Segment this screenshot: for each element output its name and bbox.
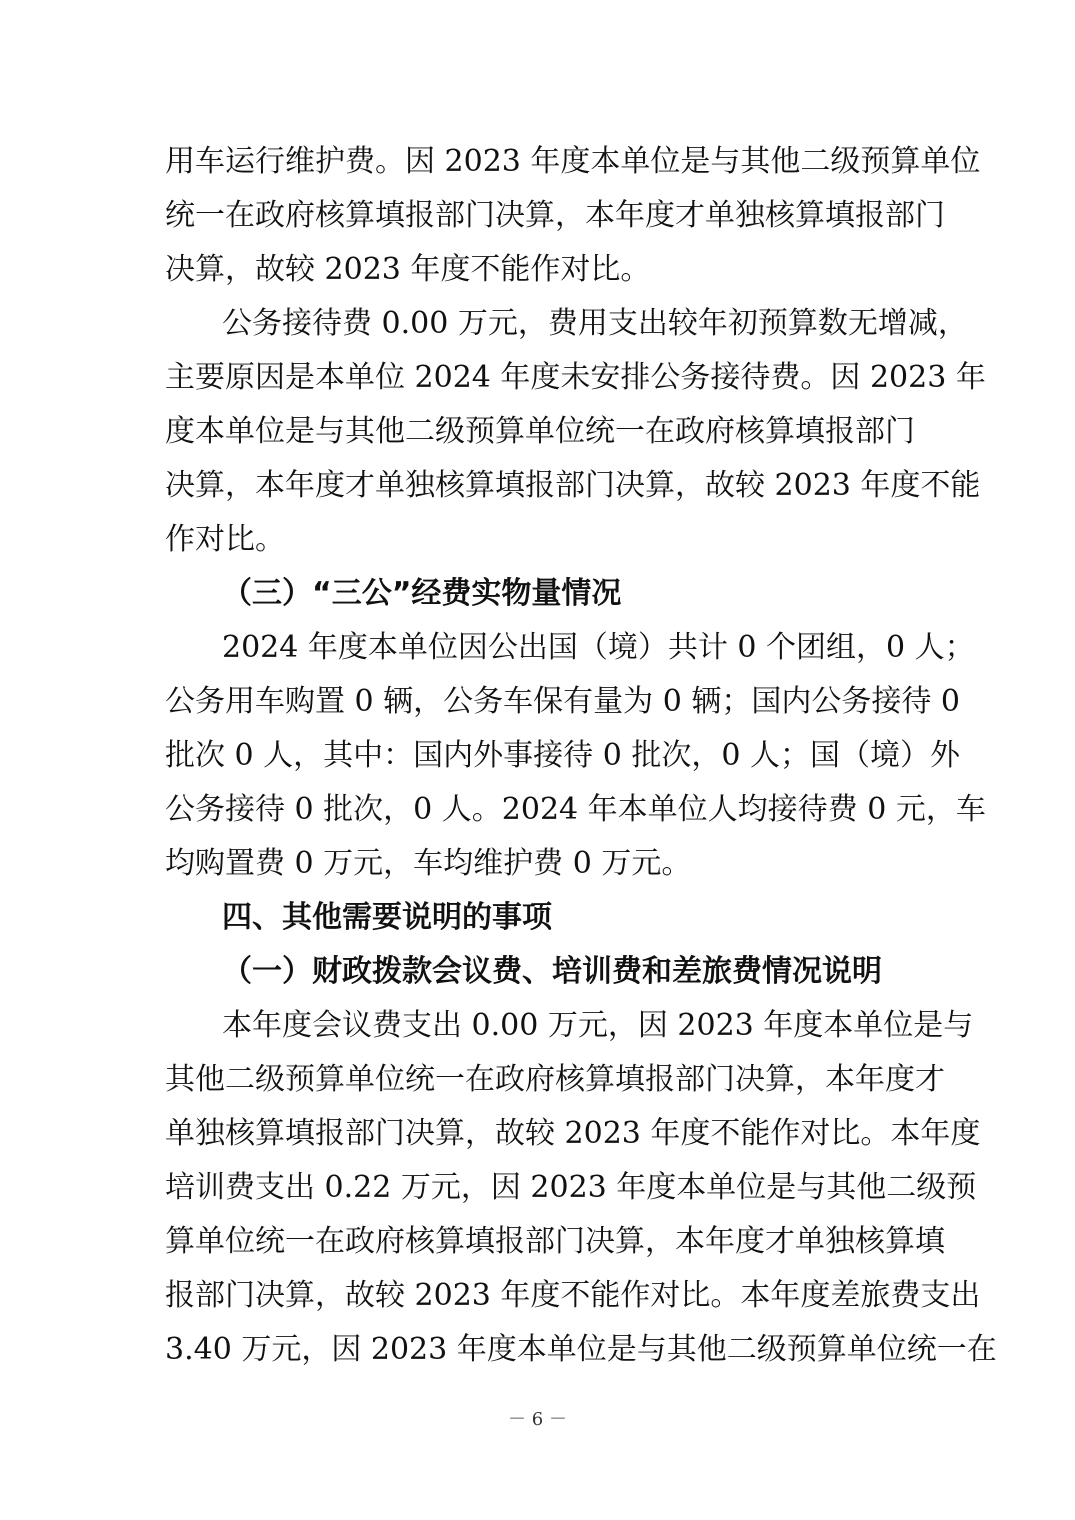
paragraph-line: 均购置费 0 万元，车均维护费 0 万元。 bbox=[165, 846, 692, 881]
paragraph-line: 2024 年度本单位因公出国（境）共计 0 个团组，0 人； bbox=[222, 630, 975, 665]
paragraph-line: 公务接待费 0.00 万元，费用支出较年初预算数无增减， bbox=[222, 306, 968, 341]
paragraph-line: 其他二级预算单位统一在政府核算填报部门决算，本年度才 bbox=[165, 1062, 945, 1097]
paragraph-line: 度本单位是与其他二级预算单位统一在政府核算填报部门 bbox=[165, 414, 915, 449]
paragraph-line: 单独核算填报部门决算，故较 2023 年度不能作对比。本年度 bbox=[165, 1116, 981, 1151]
paragraph-line: 本年度会议费支出 0.00 万元，因 2023 年度本单位是与 bbox=[222, 1008, 974, 1043]
paragraph-line: 统一在政府核算填报部门决算，本年度才单独核算填报部门 bbox=[165, 198, 945, 233]
section-heading: （三）“三公”经费实物量情况 bbox=[222, 576, 622, 611]
subsection-heading: （一）财政拨款会议费、培训费和差旅费情况说明 bbox=[222, 954, 882, 989]
paragraph-line: 3.40 万元，因 2023 年度本单位是与其他二级预算单位统一在 bbox=[165, 1332, 997, 1367]
paragraph-line: 批次 0 人，其中：国内外事接待 0 批次，0 人；国（境）外 bbox=[165, 738, 960, 773]
paragraph-line: 算单位统一在政府核算填报部门决算，本年度才单独核算填 bbox=[165, 1224, 945, 1259]
section-heading: 四、其他需要说明的事项 bbox=[222, 900, 552, 935]
paragraph-line: 公务接待 0 批次，0 人。2024 年本单位人均接待费 0 元，车 bbox=[165, 792, 986, 827]
paragraph-line: 公务用车购置 0 辆，公务车保有量为 0 辆；国内公务接待 0 bbox=[165, 684, 960, 719]
paragraph-line: 作对比。 bbox=[165, 522, 285, 557]
paragraph-line: 用车运行维护费。因 2023 年度本单位是与其他二级预算单位 bbox=[165, 144, 981, 179]
paragraph-line: 决算，故较 2023 年度不能作对比。 bbox=[165, 252, 651, 287]
paragraph-line: 主要原因是本单位 2024 年度未安排公务接待费。因 2023 年 bbox=[165, 360, 986, 395]
paragraph-line: 培训费支出 0.22 万元，因 2023 年度本单位是与其他二级预 bbox=[165, 1170, 977, 1205]
paragraph-line: 报部门决算，故较 2023 年度不能作对比。本年度差旅费支出 bbox=[165, 1278, 981, 1313]
page-number: － 6 － bbox=[508, 1409, 567, 1430]
paragraph-line: 决算，本年度才单独核算填报部门决算，故较 2023 年度不能 bbox=[165, 468, 981, 503]
